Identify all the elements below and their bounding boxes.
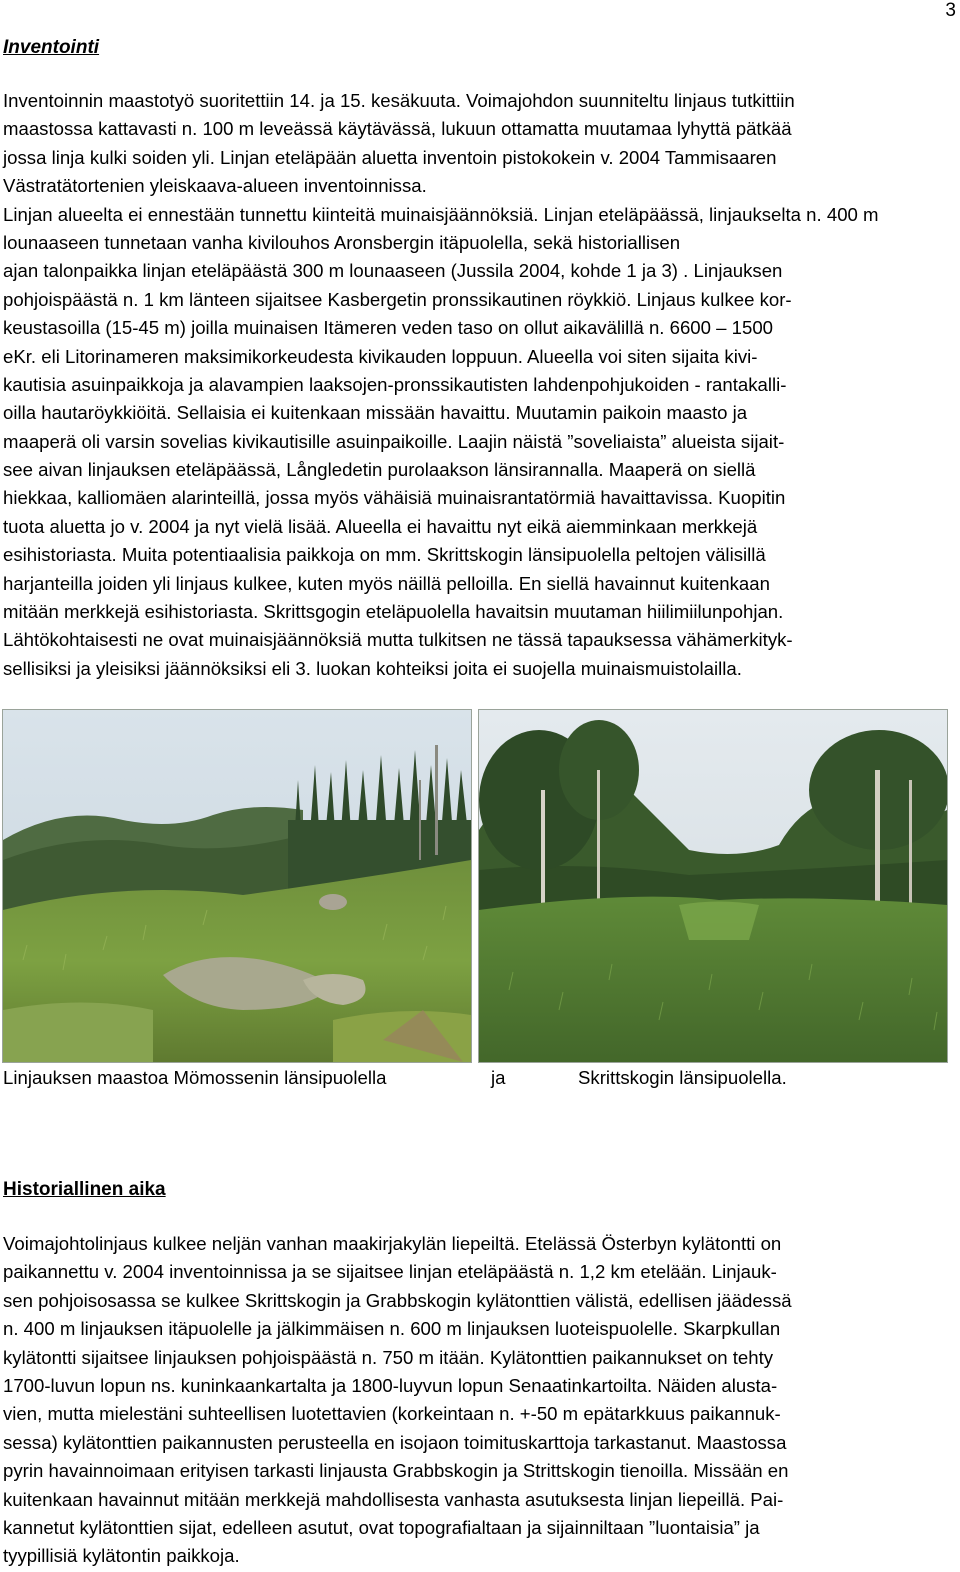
text-line: eKr. eli Litorinameren maksimikorkeudesta kivikauden loppuun. Alueella voi siten sijaita kivi- <box>3 345 758 367</box>
text-line: tuota aluetta jo v. 2004 ja nyt vielä lisää. Alueella ei havaittu nyt eikä aiemminkaan merkkejä <box>3 515 758 537</box>
text-line: mitään merkkejä esihistoriasta. Skrittsgogin eteläpuolella havaitsin muutaman hiilimiilunpohjan. <box>3 601 784 623</box>
text-line: n. 400 m linjauksen itäpuolelle ja jälkimmäisen n. 600 m linjauksen luoteispuolelle. Skarpkullan <box>3 1318 781 1340</box>
text-line: tyypillisiä kylätontin paikkoja. <box>3 1545 240 1567</box>
section-heading-historiallinen-aika: Historiallinen aika <box>3 1179 166 1200</box>
text-line: maaperä oli varsin sovelias kivikautisille asuinpaikoille. Laajin näistä ”soveliaista” alueista sijait- <box>3 430 785 452</box>
text-line: esihistoriasta. Muita potentiaalisia paikkoja on mm. Skrittskogin länsipuolella peltojen välisillä <box>3 544 766 566</box>
page-number: 3 <box>945 0 956 21</box>
text-line: pyrin havainnoimaan erityisen tarkasti linjausta Grabbskogin ja Strittskogin tienoilla. Missään en <box>3 1460 789 1482</box>
text-line: Linjan alueelta ei ennestään tunnettu kiinteitä muinaisjäännöksiä. Linjan eteläpäässä, linjaukselta n. 400 m lounaaseen tunnetaan vanha kivilouhos Aronsbergin itäpuolella, sekä historiallisen <box>3 203 879 253</box>
text-line: kannetut kylätonttien sijat, edelleen asutut, ovat topografialtaan ja sijainniltaan ”luontaisia” ja <box>3 1516 760 1538</box>
text-line: kuitenkaan havainnut mitään merkkejä mahdollisesta vanhasta asutuksesta linjan liepeillä. Pai- <box>3 1488 784 1510</box>
text-line: kylätontti sijaitsee linjauksen pohjoispäästä n. 750 m itään. Kylätonttien paikannukset on tehty <box>3 1346 774 1368</box>
section-heading-inventointi: Inventointi <box>3 37 100 58</box>
text-line: oilla hautaröykkiöitä. Sellaisia ei kuitenkaan missään havaittu. Muutamin paikoin maasto ja <box>3 402 748 424</box>
text-line: sen pohjoisosassa se kulkee Skrittskogin ja Grabbskogin kylätonttien välistä, edellisen jäädessä <box>3 1289 792 1311</box>
text-line: keustasoilla (15-45 m) joilla muinaisen Itämeren veden taso on ollut aikavälillä n. 6600 – 1500 <box>3 317 774 339</box>
text-line: sessa) kylätonttien paikannusten perusteella en isojaon toimituskarttoja tarkastanut. Maastossa <box>3 1431 787 1453</box>
text-line: kautisia asuinpaikkoja ja alavampien laaksojen-pronssikautisten lahdenpohjukoiden - rantakalli- <box>3 373 787 395</box>
paragraph-inventointi <box>3 87 958 683</box>
text-line: 1700-luvun lopun ns. kuninkaankartalta ja 1800-luyvun lopun Senaatinkartoilta. Näiden alusta- <box>3 1374 778 1396</box>
text-line: vien, mutta mielestäni suhteellisen luotettavien (korkeintaan n. +-50 m epätarkkuus paikannuk- <box>3 1403 781 1425</box>
text-line: Västratätortenien yleiskaava-alueen inventoinnissa. <box>3 175 427 197</box>
text-line: pohjoispäästä n. 1 km länteen sijaitsee Kasbergetin pronssikautinen röykkiö. Linjaus kulkee kor- <box>3 288 792 310</box>
text-line: Voimajohtolinjaus kulkee neljän vanhan maakirjakylän liepeiltä. Etelässä Österbyn kylätontti on <box>3 1233 782 1254</box>
text-line: harjanteilla joiden yli linjaus kulkee, kuten myös näillä pelloilla. En siellä havainnut kuitenkaan <box>3 572 770 594</box>
photo-caption-left: Linjauksen maastoa Mömossenin länsipuolella <box>3 1067 387 1088</box>
text-line: ajan talonpaikka linjan eteläpäästä 300 m lounaaseen (Jussila 2004, kohde 1 ja 3) . Linjauksen <box>3 260 783 282</box>
photo-caption-conjunction: ja <box>491 1067 506 1088</box>
text-line: sellisiksi ja yleisiksi jäännöksiksi eli 3. luokan kohteiksi joita ei suojella muinaismuistolailla. <box>3 657 742 679</box>
text-line: paikannettu v. 2004 inventoinnissa ja se sijaitsee linjan eteläpäästä n. 1,2 km etelään. Linjauk- <box>3 1261 777 1283</box>
photo-caption-right: Skrittskogin länsipuolella. <box>578 1067 787 1088</box>
text-line: jossa linja kulki soiden yli. Linjan eteläpään aluetta inventoin pistokokein v. 2004 Tammisaaren <box>3 146 777 168</box>
landscape-photo-skrittskog <box>478 709 948 1063</box>
text-line: Lähtökohtaisesti ne ovat muinaisjäännöksiä mutta tulkitsen ne tässä tapauksessa vähämerkityk- <box>3 629 793 651</box>
paragraph-historiallinen-aika <box>3 1230 958 1571</box>
text-line: Inventoinnin maastotyö suoritettiin 14. ja 15. kesäkuuta. Voimajohdon suunniteltu linjaus tutkittiin <box>3 90 795 111</box>
landscape-photo-momossen <box>2 709 472 1063</box>
text-line: maastossa kattavasti n. 100 m leveässä käytävässä, lukuun ottamatta muutamaa lyhyttä pätkää <box>3 118 792 140</box>
text-line: see aivan linjauksen eteläpäässä, Långledetin purolaakson länsirannalla. Maaperä on siellä <box>3 459 756 481</box>
text-line: hiekkaa, kalliomäen alarinteillä, jossa myös vähäisiä muinaisrantatörmiä havaittavissa. Kuopitin <box>3 487 786 509</box>
